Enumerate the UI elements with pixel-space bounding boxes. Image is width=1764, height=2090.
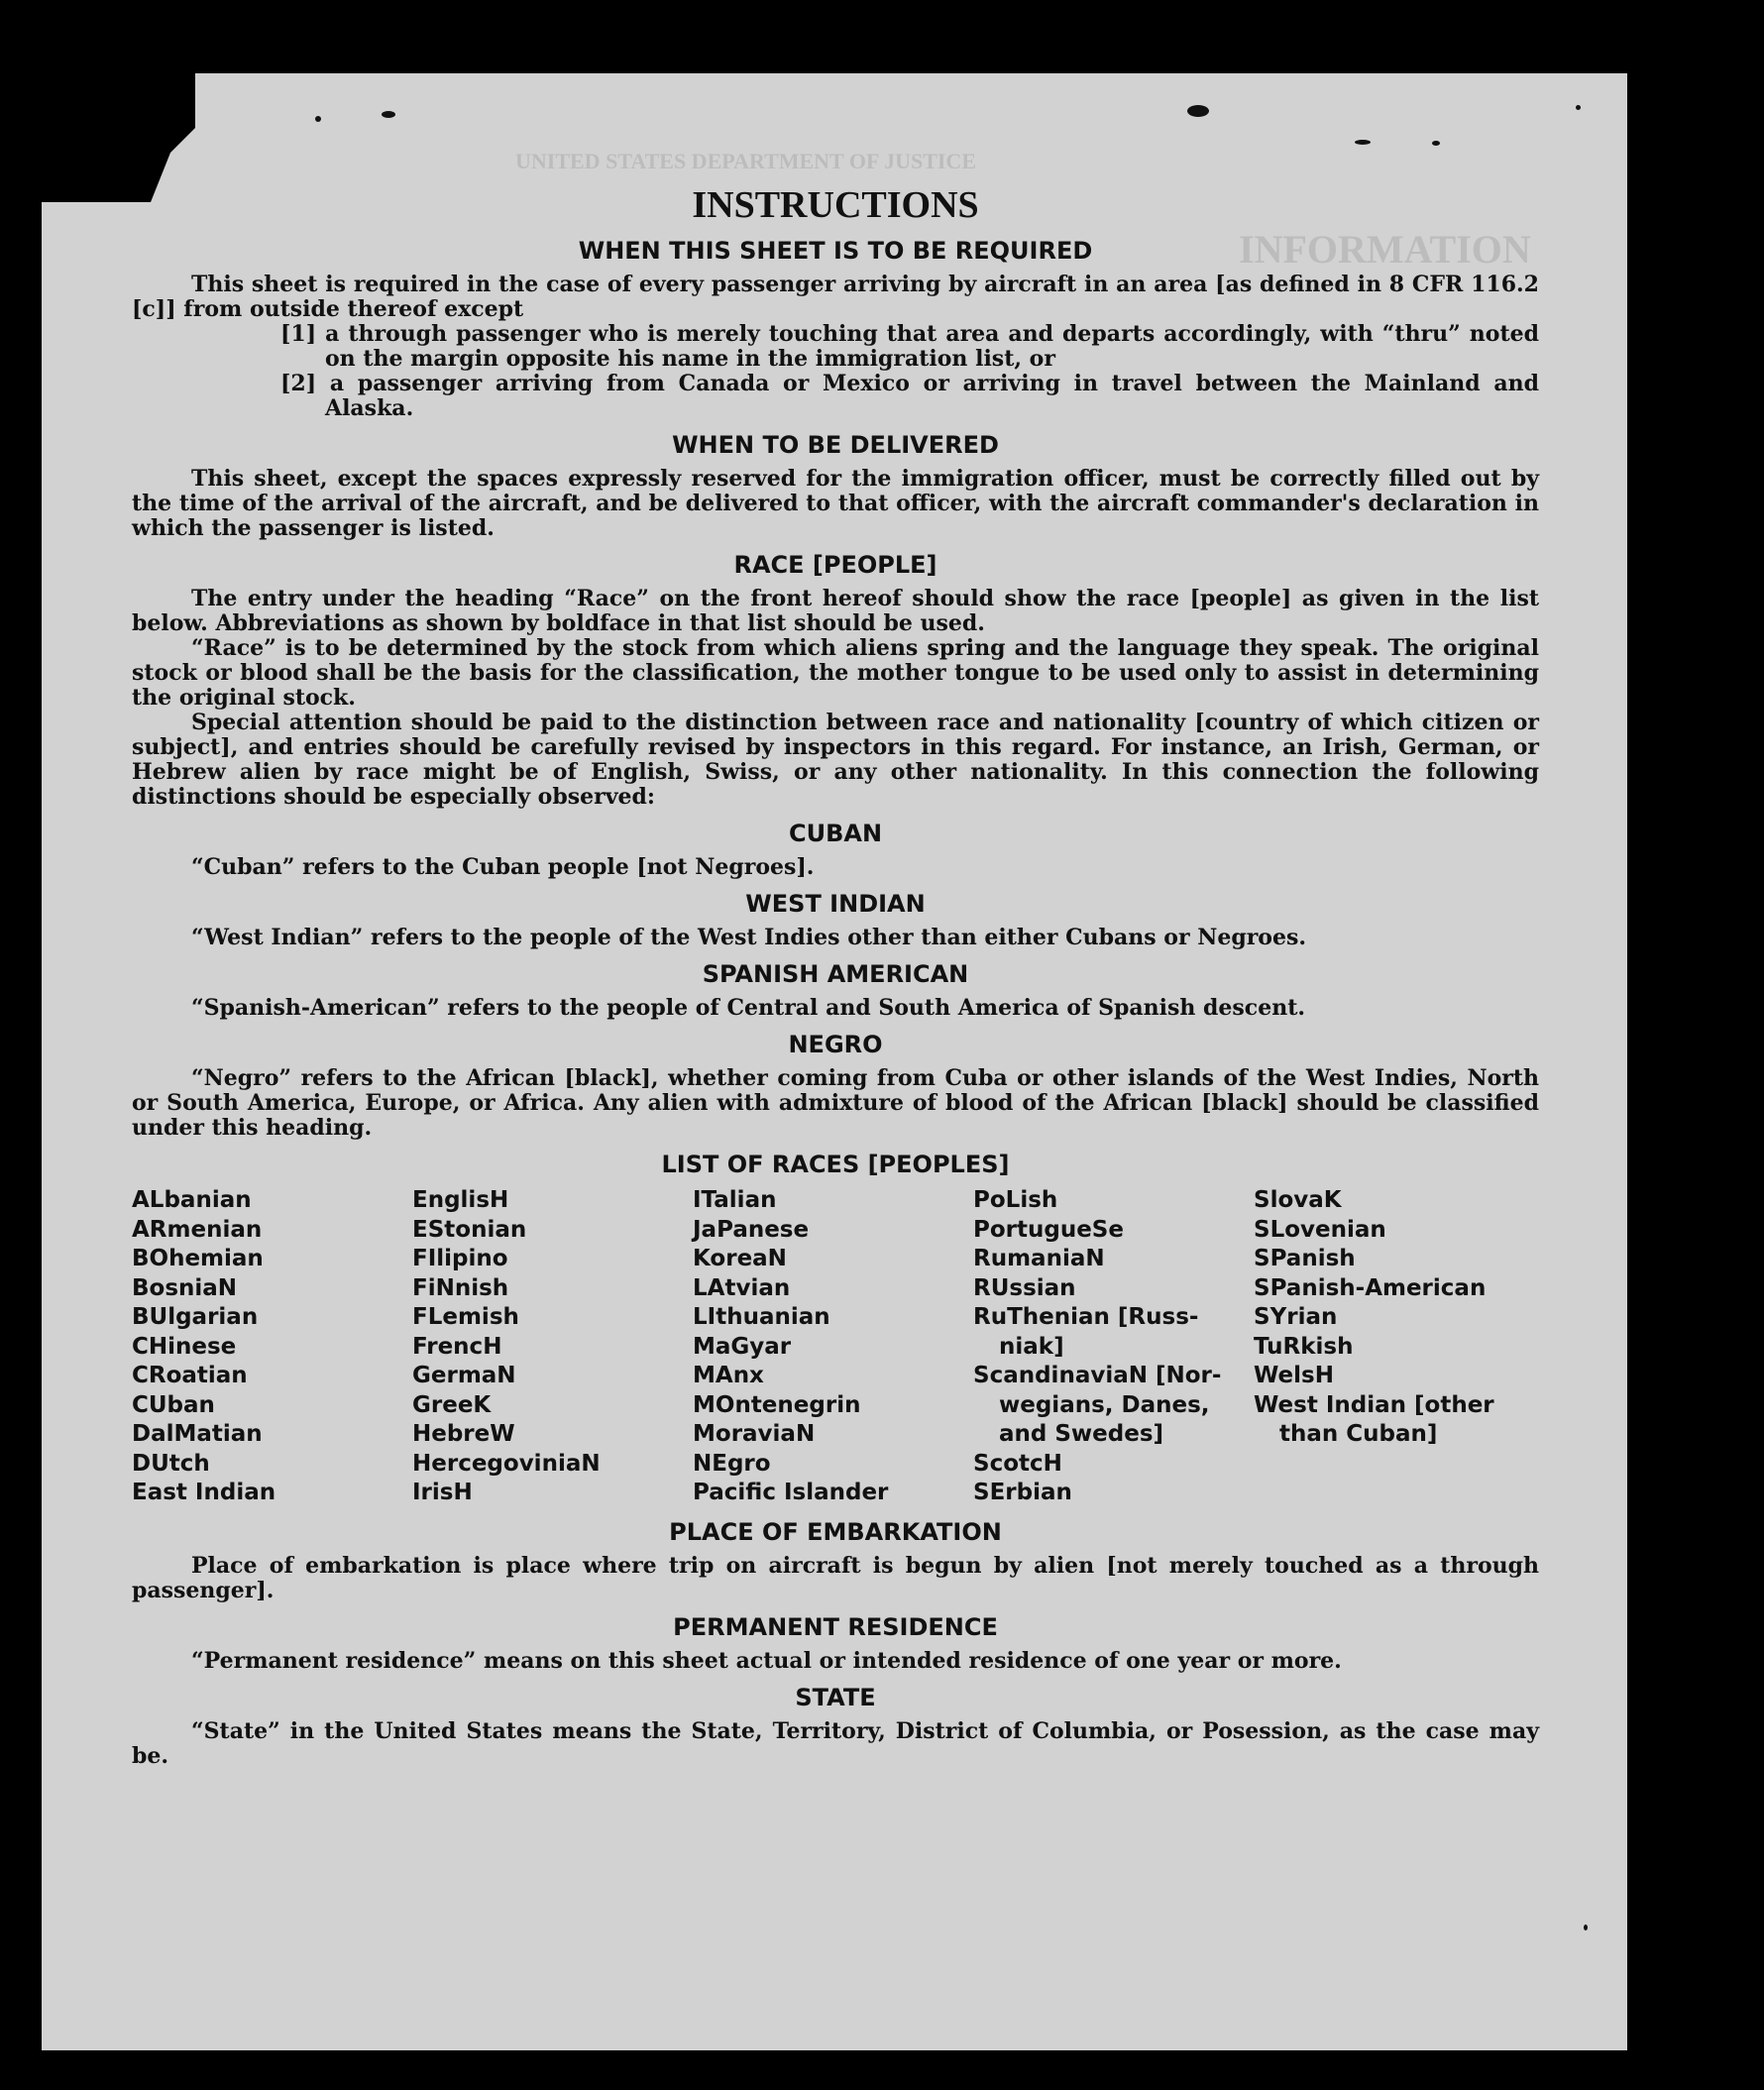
bleed-through-heading: INFORMATION	[1239, 227, 1531, 272]
race-entry: LAtvian	[693, 1274, 791, 1301]
list-item: [2] a passenger arriving from Canada or Mexico or arriving in travel between the Mainland and Alaska.	[280, 371, 1539, 421]
section-heading-list-of-races: LIST OF RACES [PEOPLES]	[661, 1151, 1010, 1178]
section-heading-cuban: CUBAN	[788, 820, 883, 847]
section-heading-place-of-embarkation: PLACE OF EMBARKATION	[669, 1517, 1002, 1546]
race-entry: PortugueSe	[973, 1216, 1124, 1243]
race-entry: DUtch	[132, 1450, 210, 1477]
paragraph: This sheet is required in the case of every passenger arriving by aircraft in an area [as defined in 8 CFR 116.2 [c]] from outside thereof except	[132, 272, 1539, 322]
race-entry: TuRkish	[1254, 1333, 1354, 1360]
paragraph: Special attention should be paid to the distinction between race and nationality [country of which citizen or subject], and entries should be carefully revised by inspectors in this regard. For instance, an Irish, German, or Hebrew alien by race might be of English, Swiss, or any other nationality. In this connection the following distinctions should be especially observed:	[132, 710, 1539, 810]
race-entry: NEgro	[693, 1450, 771, 1477]
race-entry: RUssian	[973, 1274, 1076, 1301]
paragraph: This sheet, except the spaces expressly reserved for the immigration officer, must be correctly filled out by the time of the arrival of the aircraft, and be delivered to that officer, with the aircraft commander's declaration in which the passenger is listed.	[132, 466, 1539, 541]
race-entry: MOntenegrin	[693, 1391, 861, 1418]
list-item: [1] a through passenger who is merely touching that area and departs accordingly, with “thru” noted on the margin opposite his name in the immigration list, or	[280, 321, 1539, 372]
race-entry: LIthuanian	[693, 1304, 830, 1330]
paragraph: “Race” is to be determined by the stock from which aliens spring and the language they speak. The original stock or blood shall be the basis for the classification, the mother tongue to be used only to assist in determining the original stock.	[132, 635, 1539, 711]
races-column-5	[1254, 1186, 1534, 1508]
races-list	[132, 1186, 1539, 1508]
section-heading-permanent-residence: PERMANENT RESIDENCE	[673, 1612, 998, 1641]
speck	[1355, 140, 1371, 145]
race-entry: DalMatian	[132, 1421, 263, 1447]
race-entry: ScandinaviaN [Nor-	[973, 1363, 1222, 1388]
race-entry: IrisH	[412, 1480, 473, 1505]
race-entry: SErbian	[973, 1480, 1072, 1505]
race-entry: SPanish-American	[1254, 1274, 1487, 1301]
paragraph: “Spanish-American” refers to the people of Central and South America of Spanish descent.	[191, 995, 1306, 1021]
race-entry: RumaniaN	[973, 1246, 1105, 1271]
bleed-through-text: UNITED STATES DEPARTMENT OF JUSTICE	[515, 149, 976, 173]
page-title: INSTRUCTIONS	[692, 184, 979, 226]
races-column-2	[412, 1186, 693, 1508]
paragraph: “State” in the United States means the State, Territory, District of Columbia, or Posession, as the case may be.	[132, 1717, 1539, 1769]
race-entry: EnglisH	[412, 1187, 509, 1213]
paragraph: “West Indian” refers to the people of the West Indies other than either Cubans or Negroes.	[191, 925, 1307, 950]
race-entry: MoraviaN	[693, 1421, 816, 1447]
race-entry: HercegoviniaN	[412, 1450, 601, 1477]
speck	[1432, 141, 1440, 146]
section-heading-west-indian: WEST INDIAN	[745, 890, 926, 918]
race-entry: GermaN	[412, 1363, 516, 1388]
race-entry: FrencH	[412, 1333, 502, 1360]
race-entry-continuation: wegians, Danes,	[999, 1391, 1210, 1418]
section-heading-spanish-american: SPANISH AMERICAN	[702, 960, 969, 988]
race-entry: SLovenian	[1254, 1216, 1386, 1243]
speck	[315, 116, 321, 122]
races-column-4	[973, 1186, 1254, 1508]
speck	[1576, 105, 1581, 110]
paragraph: The entry under the heading “Race” on the front hereof should show the race [people] as given in the list below. Abbreviations as shown by boldface in that list should be used.	[132, 586, 1539, 636]
race-entry: EStonian	[412, 1216, 527, 1243]
race-entry-continuation: than Cuban]	[1279, 1421, 1438, 1447]
races-column-3	[693, 1186, 973, 1508]
race-entry: GreeK	[412, 1391, 492, 1418]
race-entry: ScotcH	[973, 1450, 1062, 1477]
race-entry: CUban	[132, 1391, 215, 1418]
race-entry: CHinese	[132, 1333, 237, 1360]
race-entry: PoLish	[973, 1187, 1058, 1213]
race-entry: FIlipino	[412, 1246, 508, 1271]
races-column-1	[132, 1186, 412, 1508]
race-entry: SPanish	[1254, 1246, 1356, 1271]
section-heading-negro: NEGRO	[788, 1031, 883, 1058]
race-entry-continuation: niak]	[999, 1333, 1064, 1360]
section-heading-race: RACE [PEOPLE]	[733, 551, 937, 579]
race-entry: HebreW	[412, 1421, 515, 1447]
race-entry: FiNnish	[412, 1274, 509, 1301]
race-entry: CRoatian	[132, 1363, 248, 1388]
race-entry: East Indian	[132, 1480, 276, 1505]
race-entry: KoreaN	[693, 1246, 787, 1271]
race-entry: Pacific Islander	[693, 1480, 889, 1505]
instructions-page	[132, 183, 1539, 1769]
section-heading-when-delivered: WHEN TO BE DELIVERED	[672, 431, 999, 459]
race-entry: ARmenian	[132, 1216, 263, 1243]
race-entry: ITalian	[693, 1187, 777, 1213]
race-entry: BOhemian	[132, 1246, 264, 1271]
race-entry: MAnx	[693, 1363, 764, 1388]
race-entry: WelsH	[1254, 1363, 1334, 1388]
race-entry-continuation: and Swedes]	[999, 1421, 1164, 1447]
race-entry: BUlgarian	[132, 1304, 259, 1330]
section-heading-when-required: WHEN THIS SHEET IS TO BE REQUIRED	[578, 237, 1093, 265]
paragraph: Place of embarkation is place where trip on aircraft is begun by alien [not merely touched as a through passenger].	[132, 1552, 1539, 1603]
race-entry: JaPanese	[693, 1216, 810, 1243]
race-entry: RuThenian [Russ-	[973, 1304, 1199, 1330]
speck	[382, 111, 395, 118]
speck	[1187, 105, 1209, 117]
race-entry: SYrian	[1254, 1304, 1338, 1330]
race-entry: MaGyar	[693, 1333, 792, 1360]
race-entry: BosniaN	[132, 1274, 238, 1301]
race-entry: West Indian [other	[1254, 1391, 1494, 1418]
race-entry: SlovaK	[1254, 1187, 1342, 1213]
race-entry: ALbanian	[132, 1187, 252, 1213]
speck	[1584, 1925, 1588, 1930]
race-entry: FLemish	[412, 1304, 519, 1330]
section-heading-state: STATE	[795, 1683, 876, 1711]
paragraph: “Cuban” refers to the Cuban people [not Negroes].	[191, 854, 815, 880]
paragraph: “Permanent residence” means on this sheet actual or intended residence of one year or more.	[191, 1647, 1342, 1674]
paragraph: “Negro” refers to the African [black], whether coming from Cuba or other islands of the West Indies, North or South America, Europe, or Africa. Any alien with admixture of blood of the African [black] should be classified under this heading.	[132, 1065, 1539, 1141]
